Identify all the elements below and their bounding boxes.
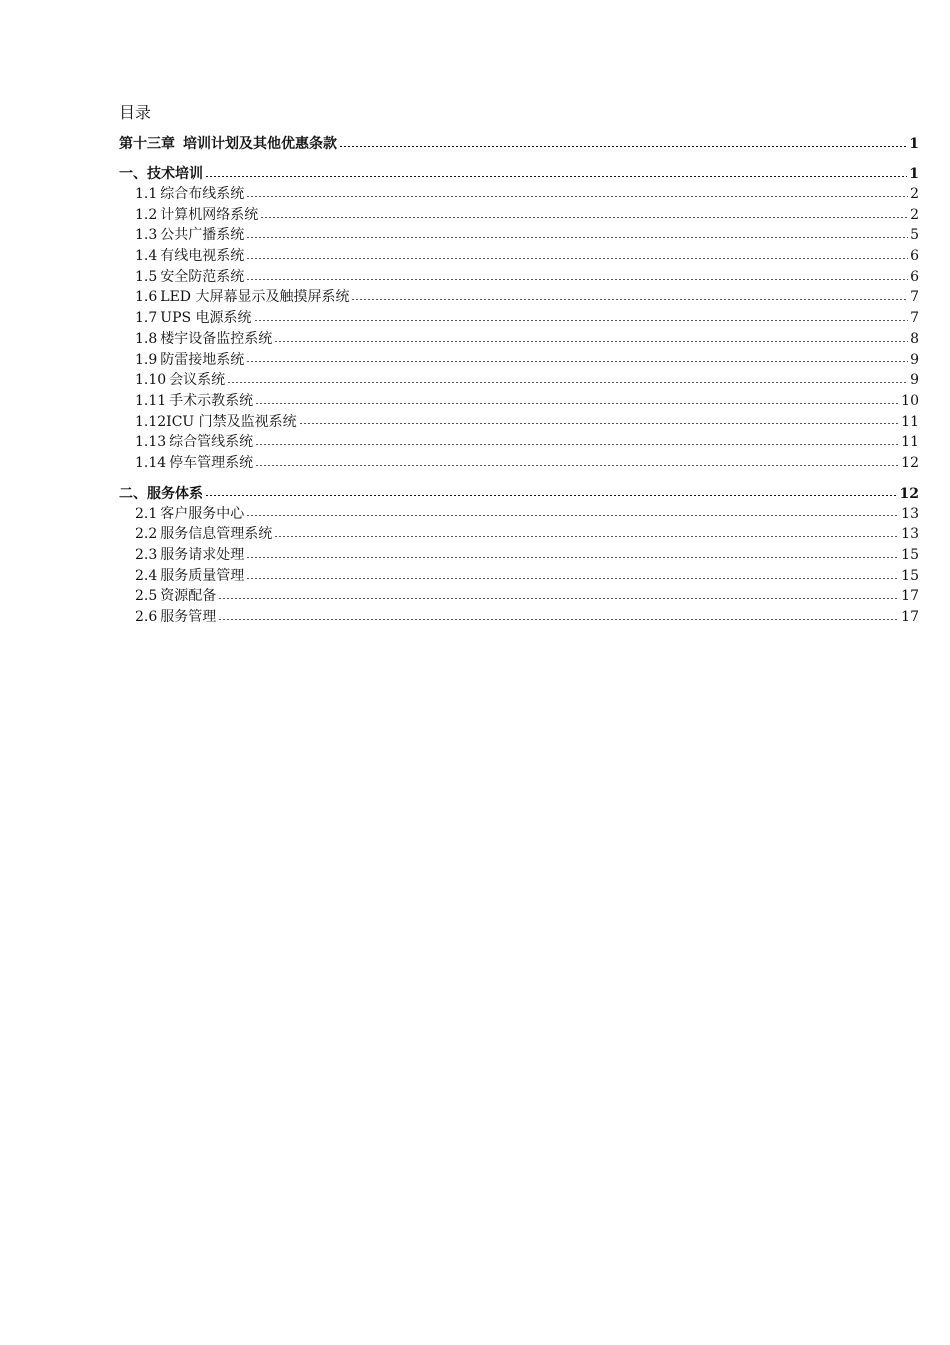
toc-entry-number: 第十三章	[119, 136, 175, 152]
toc-subsection-entry[interactable]	[119, 205, 919, 226]
toc-dot-leader	[246, 361, 908, 362]
toc-subsection-entry[interactable]	[119, 350, 919, 371]
toc-entry-number: 1.13	[135, 434, 167, 451]
toc-entry-page: 11	[901, 434, 919, 451]
toc-entry-number: 2.5	[135, 588, 158, 605]
toc-entry-title: 培训计划及其他优惠条款	[183, 136, 337, 152]
toc-dot-leader	[246, 578, 899, 579]
toc-subsection-entry[interactable]	[119, 586, 919, 607]
toc-entry-number: 1.12	[135, 413, 167, 430]
toc-subsection-entry[interactable]	[119, 267, 919, 288]
toc-dot-leader	[205, 176, 907, 177]
toc-subsection-entry[interactable]	[119, 432, 919, 453]
toc-entry-title: UPS 电源系统	[160, 310, 252, 327]
toc-dot-leader	[246, 258, 908, 259]
toc-subsection-entry[interactable]	[119, 566, 919, 587]
toc-subsection-entry[interactable]	[119, 329, 919, 350]
toc-entry-title: 手术示教系统	[169, 392, 254, 409]
toc-subsection-entry[interactable]	[119, 184, 919, 205]
toc-entry-number: 1.6	[135, 289, 158, 306]
toc-dot-leader	[218, 598, 899, 599]
toc-entry-page: 1	[909, 136, 919, 152]
toc-entry-number: 1.14	[135, 454, 167, 471]
toc-entry-title: 服务质量管理	[160, 567, 245, 584]
toc-entry-title: 技术培训	[147, 166, 203, 182]
toc-entry-number: 1.5	[135, 268, 158, 285]
toc-entry-title: 公共广播系统	[160, 227, 245, 244]
toc-dot-leader	[299, 423, 900, 424]
toc-entry-page: 13	[901, 526, 919, 543]
toc-dot-leader	[205, 495, 898, 496]
toc-entry-title: 有线电视系统	[160, 248, 245, 265]
toc-dot-leader	[260, 217, 908, 218]
toc-subsection-entry[interactable]	[119, 246, 919, 267]
toc-entry-page: 15	[901, 567, 919, 584]
toc-entry-page: 13	[901, 505, 919, 522]
toc-entry-page: 2	[910, 186, 919, 202]
toc-entry-title: 防雷接地系统	[160, 351, 245, 368]
toc-entry-page: 7	[910, 310, 919, 327]
toc-entry-page: 17	[901, 588, 919, 605]
toc-entry-title: 服务体系	[147, 485, 203, 502]
toc-entry-page: 17	[901, 609, 919, 626]
toc-dot-leader	[246, 196, 908, 197]
toc-entry-number: 一、	[119, 166, 147, 182]
toc-dot-leader	[255, 465, 899, 466]
toc-entry-number: 1.11	[135, 392, 167, 409]
toc-entry-number: 1.10	[135, 372, 167, 389]
toc-entry-page: 12	[901, 454, 919, 471]
toc-entry-title: 资源配备	[160, 588, 217, 605]
toc-entry-page: 1	[909, 166, 919, 182]
toc-subsection-entry[interactable]	[119, 504, 919, 525]
toc-entry-title: ICU 门禁及监视系统	[166, 413, 297, 430]
toc-entry-title: 服务请求处理	[160, 547, 245, 563]
toc-subsection-entry[interactable]	[119, 453, 919, 474]
toc-entry-number: 1.9	[135, 351, 158, 368]
toc-entry-number: 二、	[119, 485, 147, 502]
toc-entry-title: 服务信息管理系统	[160, 526, 273, 543]
toc-dot-leader	[227, 382, 908, 383]
toc-subsection-entry[interactable]	[119, 287, 919, 308]
toc-dot-leader	[246, 279, 908, 280]
toc-entry-page: 8	[910, 330, 919, 347]
toc-entry-number: 1.3	[135, 227, 158, 244]
toc-entry-page: 5	[910, 227, 919, 244]
toc-subsection-entry[interactable]	[119, 308, 919, 329]
table-of-contents	[119, 134, 919, 628]
toc-entry-title: 服务管理	[160, 609, 217, 626]
toc-entry-number: 2.1	[135, 505, 158, 522]
toc-dot-leader	[339, 146, 907, 147]
toc-entry-number: 1.7	[135, 310, 158, 327]
toc-entry-page: 15	[901, 547, 919, 563]
toc-entry-title: 楼宇设备监控系统	[160, 330, 273, 347]
toc-entry-page: 11	[901, 413, 919, 430]
toc-dot-leader	[246, 515, 899, 516]
toc-entry-title: 综合布线系统	[160, 186, 245, 202]
toc-entry-title: 停车管理系统	[169, 454, 254, 471]
toc-entry-number: 1.4	[135, 248, 158, 265]
toc-entry-page: 7	[910, 289, 919, 306]
toc-dot-leader	[246, 557, 899, 558]
toc-subsection-entry[interactable]	[119, 370, 919, 391]
toc-entry-title: 计算机网络系统	[160, 206, 259, 223]
toc-entry-page: 12	[899, 485, 919, 502]
toc-subsection-entry[interactable]	[119, 607, 919, 628]
toc-title: 目录	[119, 103, 152, 122]
toc-entry-title: 综合管线系统	[169, 434, 254, 451]
toc-entry-number: 1.1	[135, 186, 158, 202]
toc-entry-title: 会议系统	[169, 372, 226, 389]
toc-dot-leader	[254, 320, 909, 321]
toc-subsection-entry[interactable]	[119, 225, 919, 246]
toc-subsection-entry[interactable]	[119, 545, 919, 566]
toc-dot-leader	[274, 341, 908, 342]
toc-entry-number: 1.8	[135, 330, 158, 347]
toc-section-entry[interactable]	[119, 484, 919, 504]
toc-dot-leader	[255, 403, 899, 404]
toc-entry-number: 1.2	[135, 206, 158, 223]
toc-dot-leader	[246, 237, 908, 238]
toc-entry-page: 6	[910, 248, 919, 265]
toc-entry-title: 安全防范系统	[160, 268, 245, 285]
toc-subsection-entry[interactable]	[119, 524, 919, 545]
toc-entry-title: LED 大屏幕显示及触摸屏系统	[160, 289, 350, 306]
toc-entry-number: 2.3	[135, 547, 158, 563]
toc-entry-page: 2	[910, 206, 919, 223]
toc-chapter-entry[interactable]	[119, 134, 919, 154]
toc-entry-page: 9	[910, 351, 919, 368]
toc-entry-page: 9	[910, 372, 919, 389]
toc-subsection-entry[interactable]	[119, 391, 919, 412]
toc-dot-leader	[274, 536, 899, 537]
toc-dot-leader	[255, 444, 899, 445]
toc-entry-page: 6	[910, 268, 919, 285]
toc-entry-title: 客户服务中心	[160, 505, 245, 522]
toc-section-entry[interactable]	[119, 164, 919, 184]
toc-subsection-entry[interactable]	[119, 412, 919, 433]
toc-entry-page: 10	[901, 392, 919, 409]
toc-dot-leader	[218, 619, 899, 620]
toc-dot-leader	[351, 299, 908, 300]
toc-entry-number: 2.4	[135, 567, 158, 584]
toc-entry-number: 2.2	[135, 526, 158, 543]
toc-entry-number: 2.6	[135, 609, 158, 626]
